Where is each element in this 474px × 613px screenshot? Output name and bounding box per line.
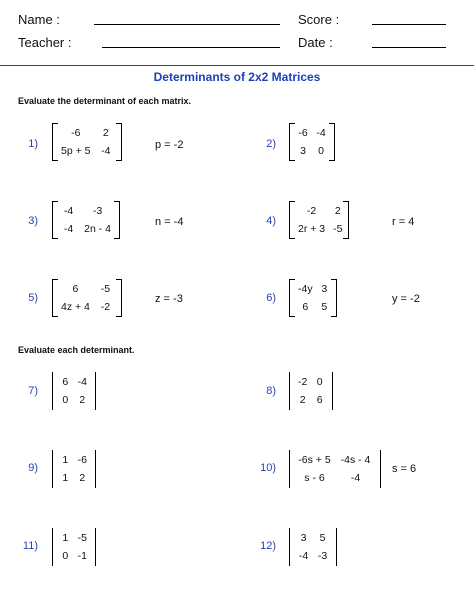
matrix-cell: 2 [102, 127, 109, 139]
matrix-cell: -3 [92, 205, 103, 217]
matrix-cell: 2r + 3 [298, 223, 326, 235]
determinant-bars [289, 372, 333, 410]
problem-number: 1) [28, 138, 38, 150]
problem-number: 12) [260, 540, 276, 552]
matrix-cell: 6 [302, 301, 309, 313]
matrix-cell: -5 [333, 223, 343, 235]
matrix-cell: 5p + 5 [61, 145, 91, 157]
variable-condition: s = 6 [392, 463, 417, 475]
matrix-cell: s - 6 [304, 472, 325, 484]
determinant-bars [52, 450, 96, 488]
matrix-cell: 1 [62, 532, 69, 544]
name-field[interactable] [94, 24, 280, 25]
problem-number: 11) [22, 540, 38, 552]
variable-condition: p = -2 [155, 139, 184, 151]
matrix-cell: 6 [72, 283, 79, 295]
matrix-cell: 3 [300, 145, 306, 157]
matrix-cell: -4 [298, 550, 309, 562]
variable-condition: n = -4 [155, 216, 184, 228]
problem-number: 10) [260, 462, 276, 474]
matrix-cell: 3 [300, 532, 307, 544]
matrix-bracket [52, 123, 122, 161]
problem-number: 7) [28, 385, 38, 397]
matrix-bracket [52, 201, 120, 239]
matrix-cell: -4 [316, 127, 326, 139]
variable-condition: y = -2 [392, 293, 420, 305]
matrix-bracket [52, 279, 122, 317]
matrix-cell: -6 [77, 454, 87, 466]
problem-number: 5) [28, 292, 38, 304]
determinant-bars [289, 528, 337, 566]
determinant-bars [52, 372, 96, 410]
section2-instruction: Evaluate each determinant. [18, 345, 135, 355]
teacher-field[interactable] [102, 47, 280, 48]
date-field[interactable] [372, 47, 446, 48]
matrix-cell: 2 [79, 472, 86, 484]
matrix-cell: -4 [63, 205, 74, 217]
section1-instruction: Evaluate the determinant of each matrix. [18, 96, 192, 106]
matrix-cell: 6 [316, 394, 323, 406]
matrix-bracket [289, 123, 335, 161]
problem-number: 2) [266, 138, 276, 150]
matrix-cell: -4s - 4 [340, 454, 371, 466]
problem-number: 8) [266, 385, 276, 397]
matrix-cell: 6 [62, 376, 69, 388]
matrix-cell: -6s + 5 [298, 454, 331, 466]
matrix-cell: 0 [316, 376, 323, 388]
matrix-bracket [289, 279, 337, 317]
matrix-bracket [289, 201, 349, 239]
matrix-cell: -4 [350, 472, 361, 484]
matrix-cell: -6 [71, 127, 81, 139]
matrix-cell: -3 [317, 550, 328, 562]
date-label: Date : [298, 35, 333, 50]
matrix-cell: -2 [298, 376, 308, 388]
score-field[interactable] [372, 24, 446, 25]
matrix-cell: -5 [100, 283, 111, 295]
problem-number: 4) [266, 215, 276, 227]
problem-number: 6) [266, 292, 276, 304]
matrix-cell: 2 [79, 394, 86, 406]
score-label: Score : [298, 12, 340, 27]
matrix-cell: -4 [77, 376, 87, 388]
matrix-cell: -4 [101, 145, 111, 157]
problem-number: 3) [28, 215, 38, 227]
matrix-cell: -2 [306, 205, 317, 217]
matrix-cell: -4 [63, 223, 74, 235]
name-label: Name : [18, 12, 60, 27]
matrix-cell: 0 [62, 550, 69, 562]
matrix-cell: 3 [321, 283, 328, 295]
determinant-bars [289, 450, 381, 488]
matrix-cell: 4z + 4 [61, 301, 90, 313]
determinant-bars [52, 528, 96, 566]
matrix-cell: 1 [62, 472, 69, 484]
matrix-cell: 2n - 4 [84, 223, 111, 235]
matrix-cell: 1 [62, 454, 69, 466]
matrix-cell: 2 [299, 394, 306, 406]
teacher-label: Teacher : [18, 35, 72, 50]
problem-number: 9) [28, 462, 38, 474]
matrix-cell: 2 [334, 205, 341, 217]
variable-condition: r = 4 [392, 216, 415, 228]
matrix-cell: -4y [298, 283, 313, 295]
matrix-cell: 5 [321, 301, 328, 313]
matrix-cell: -1 [77, 550, 87, 562]
matrix-cell: -6 [298, 127, 308, 139]
variable-condition: z = -3 [155, 293, 183, 305]
matrix-cell: -2 [100, 301, 111, 313]
worksheet-title: Determinants of 2x2 Matrices [153, 70, 321, 84]
matrix-cell: 0 [62, 394, 69, 406]
matrix-cell: 0 [318, 145, 324, 157]
matrix-cell: -5 [77, 532, 87, 544]
header-divider [0, 65, 474, 66]
matrix-cell: 5 [319, 532, 326, 544]
